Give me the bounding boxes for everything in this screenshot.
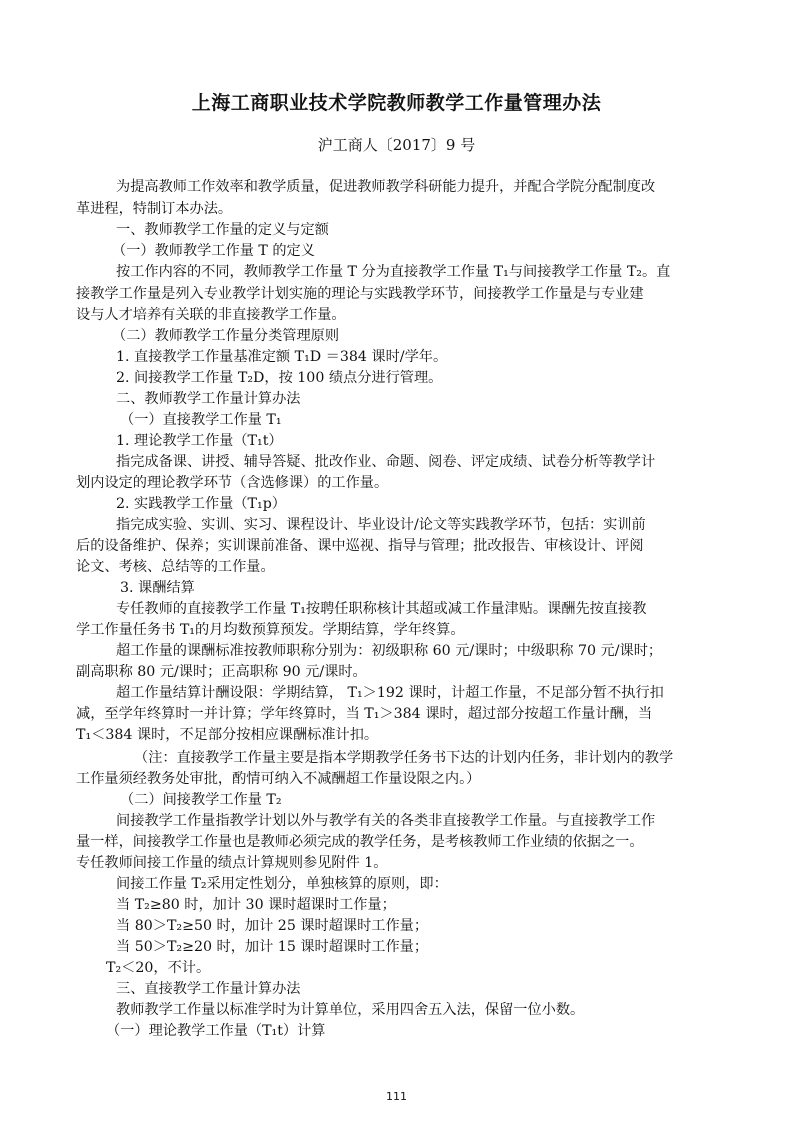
- list-item: 2. 实践教学工作量（T₁p）: [116, 496, 286, 512]
- body-line: 超工作量的课酬标准按教师职称分别为：初级职称 60 元/课时；中级职称 70 元/课时；: [116, 643, 663, 659]
- body-line: 教师教学工作量以标准学时为计算单位，采用四舍五入法，保留一位小数。: [116, 1002, 585, 1018]
- body-line: 指完成实验、实训、实习、课程设计、毕业设计/论文等实践教学环节，包括：实训前: [116, 517, 646, 533]
- list-item: 1. 理论教学工作量（T₁t）: [116, 433, 283, 449]
- subsection-heading: （一）直接教学工作量 T₁: [120, 412, 282, 428]
- rule-line: 当 T₂≥80 时，加计 30 课时超课时工作量；: [116, 897, 396, 913]
- body-line: 减，至学年终算时一并计算；学年终算时，当 T₁＞384 课时，超过部分按超工作量计酬，当: [76, 706, 653, 722]
- body-line: 专任教师的直接教学工作量 T₁按聘任职称核计其超或减工作量津贴。课酬先按直接教: [116, 601, 647, 617]
- section-heading: 三、直接教学工作量计算办法: [116, 981, 301, 997]
- body-line: 专任教师间接工作量的绩点计算规则参见附件 1。: [76, 855, 388, 871]
- body-line: 间接教学工作量指教学计划以外与教学有关的各类非直接教学工作量。与直接教学工作: [116, 813, 656, 829]
- note-line: 工作量须经教务处审批，酌情可纳入不减酬超工作量设限之内。）: [76, 771, 481, 787]
- rule-line: 当 80＞T₂≥50 时，加计 25 课时超课时工作量；: [116, 918, 429, 934]
- body-line: 学工作量任务书 T₁的月均数预算预发。学期结算，学年终算。: [76, 622, 465, 638]
- body-line: 量一样，间接教学工作量也是教师必须完成的教学任务，是考核教师工作业绩的依据之一。: [76, 834, 644, 850]
- body-line: 副高职称 80 元/课时；正高职称 90 元/课时。: [76, 664, 367, 680]
- subsection-heading: （一）教师教学工作量 T 的定义: [112, 243, 315, 259]
- body-line: 论文、考核、总结等的工作量。: [76, 559, 275, 575]
- subsection-heading: （二）间接教学工作量 T₂: [120, 792, 282, 808]
- list-item: 1. 直接教学工作量基准定额 T₁D ＝384 课时/学年。: [116, 349, 448, 365]
- note-line: （注：直接教学工作量主要是指本学期教学任务书下达的计划内任务，非计划内的教学: [134, 750, 674, 766]
- body-line: 间接工作量 T₂采用定性划分，单独核算的原则，即：: [116, 876, 448, 892]
- rule-line: 当 50＞T₂≥20 时，加计 15 课时超课时工作量；: [116, 939, 429, 955]
- list-item: 3. 课酬结算: [120, 580, 195, 596]
- subsection-heading: （一）理论教学工作量（T₁t）计算: [106, 1023, 326, 1039]
- body-line: T₁＜384 课时，不足部分按相应课酬标准计扣。: [76, 727, 379, 743]
- body-line: 按工作内容的不同，教师教学工作量 T 分为直接教学工作量 T₁与间接教学工作量 T₂。直: [116, 264, 671, 280]
- section-heading: 一、教师教学工作量的定义与定额: [116, 222, 329, 238]
- body-line: 划内设定的理论教学环节（含选修课）的工作量。: [76, 475, 389, 491]
- document-number: 沪工商人〔2017〕9 号: [317, 136, 476, 154]
- section-heading: 二、教师教学工作量计算办法: [116, 391, 301, 407]
- subsection-heading: （二）教师教学工作量分类管理原则: [112, 328, 340, 344]
- body-line: 后的设备维护、保养；实训课前准备、课中巡视、指导与管理；批改报告、审核设计、评阅: [76, 538, 644, 554]
- body-line: 接教学工作量是列入专业教学计划实施的理论与实践教学环节，间接教学工作量是与专业建: [76, 286, 644, 302]
- body-line: 设与人才培养有关联的非直接教学工作量。: [76, 307, 346, 323]
- document-title: 上海工商职业技术学院教师教学工作量管理办法: [191, 92, 602, 114]
- list-item: 2. 间接教学工作量 T₂D，按 100 绩点分进行管理。: [116, 370, 443, 386]
- rule-line: T₂＜20，不计。: [106, 960, 211, 976]
- body-line: 超工作量结算计酬设限：学期结算， T₁＞192 课时，计超工作量，不足部分暂不执行扣: [116, 685, 664, 701]
- page-number: 111: [386, 1090, 407, 1103]
- body-line: 为提高教师工作效率和教学质量，促进教师教学科研能力提升，并配合学院分配制度改: [116, 179, 656, 195]
- body-line: 指完成备课、讲授、辅导答疑、批改作业、命题、阅卷、评定成绩、试卷分析等教学计: [116, 454, 656, 470]
- body-line: 革进程，特制订本办法。: [76, 201, 233, 217]
